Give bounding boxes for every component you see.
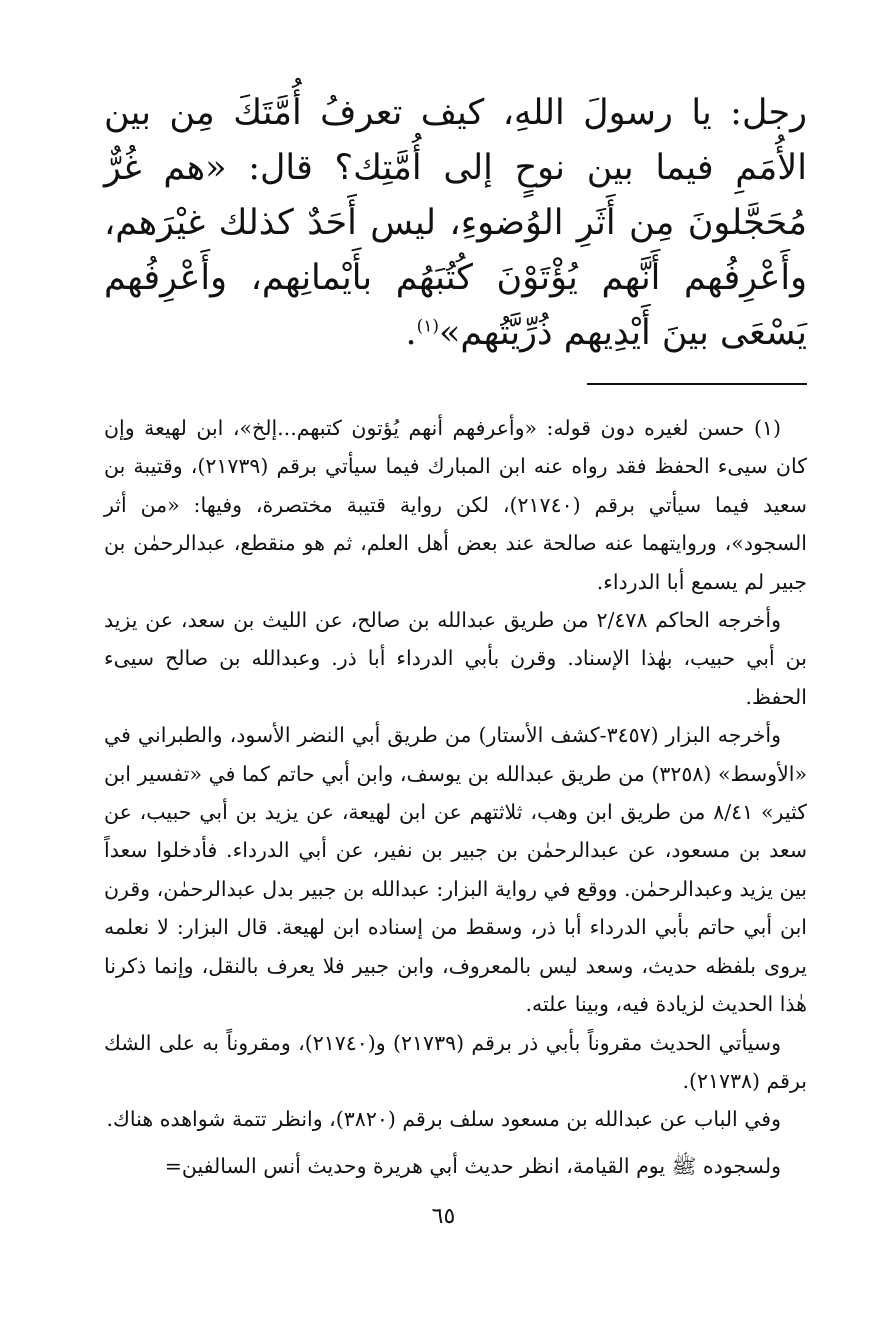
footnotes-section	[104, 409, 807, 1185]
footnote-reference: (١)	[416, 316, 440, 337]
footnote-paragraph-5: وفي الباب عن عبدالله بن مسعود سلف برقم (٣٨٢٠)، وانظر تتمة شواهده هناك.	[106, 1107, 781, 1132]
main-paragraph-end: .	[405, 313, 417, 353]
main-paragraph-text: رجل: يا رسولَ اللهِ، كيف تعرفُ أُمَّتَكَ مِن بين الأُمَمِ فيما بين نوحٍ إلى أُمَّتِك؟ قال: «هم غُرٌّ مُحَجَّلونَ مِن أَثَرِ الوُضوءِ، ليس أَحَدٌ كذلك غيْرَهم، وأَعْرِفُهم أَنَّهم يُؤْتَوْنَ كُتُبَهُم بأَيْمانِهم، وأَعْرِفُهم يَسْعَى بينَ أَيْدِيهم ذُرِّيَّتُهم»	[104, 93, 807, 353]
main-text	[104, 86, 807, 361]
footnote-paragraph-6: ولسجوده ﷺ يوم القيامة، انظر حديث أبي هريرة وحديث أنس السالفين=	[164, 1153, 781, 1178]
footnote-paragraph-3: وأخرجه البزار (٣٤٥٧-كشف الأستار) من طريق أبي النضر الأسود، والطبراني في «الأوسط» (٣٢٥٨) من طريق عبدالله بن يوسف، وابن أبي حاتم كما في «تفسير ابن كثير» ٨/٤١ من طريق ابن وهب، ثلاثتهم عن ابن لهيعة، عن يزيد بن أبي حبيب، عن سعد بن مسعود، عن عبدالرحمٰن بن جبير بن نفير، عن أبي الدرداء. فأدخلوا سعداً بين يزيد وعبدالرحمٰن. ووقع في رواية البزار: عبدالله بن جبير بدل عبدالرحمٰن، وقرن ابن أبي حاتم بأبي الدرداء أبا ذر، وسقط من إسناده ابن لهيعة. قال البزار: لا نعلمه يروى بلفظه حديث، وسعد ليس بالمعروف، وابن جبير فلا يعرف بالنقل، وإنما ذكرنا هٰذا الحديث لزيادة فيه، وبينا علته.	[104, 723, 807, 1017]
footnote-paragraph-2: وأخرجه الحاكم ٢/٤٧٨ من طريق عبدالله بن صالح، عن الليث بن سعد، عن يزيد بن أبي حبيب، بهٰذا الإسناد. وقرن بأبي الدرداء أبا ذر. وعبدالله بن صالح سيىء الحفظ.	[104, 608, 807, 709]
page-number: ٦٥	[431, 1204, 456, 1229]
main-paragraph	[104, 86, 807, 361]
footnote-separator	[587, 383, 807, 385]
footnote-paragraph-4: وسيأتي الحديث مقروناً بأبي ذر برقم (٢١٧٣٩) و(٢١٧٤٠)، ومقروناً به على الشك برقم (٢١٧٣٨).	[104, 1030, 807, 1093]
footnote-paragraph-1: (١) حسن لغيره دون قوله: «وأعرفهم أنهم يُؤتون كتبهم...إلخ»، ابن لهيعة وإن كان سيىء الحفظ فقد رواه عنه ابن المبارك فيما سيأتي برقم (٢١٧٣٩)، وقتيبة بن سعيد فيما سيأتي برقم (٢١٧٤٠)، لكن رواية قتيبة مختصرة، وفيها: «من أثر السجود»، وروايتهما عنه صالحة عند بعض أهل العلم، ثم هو منقطع، عبدالرحمٰن بن جبير لم يسمع أبا الدرداء.	[104, 416, 807, 594]
